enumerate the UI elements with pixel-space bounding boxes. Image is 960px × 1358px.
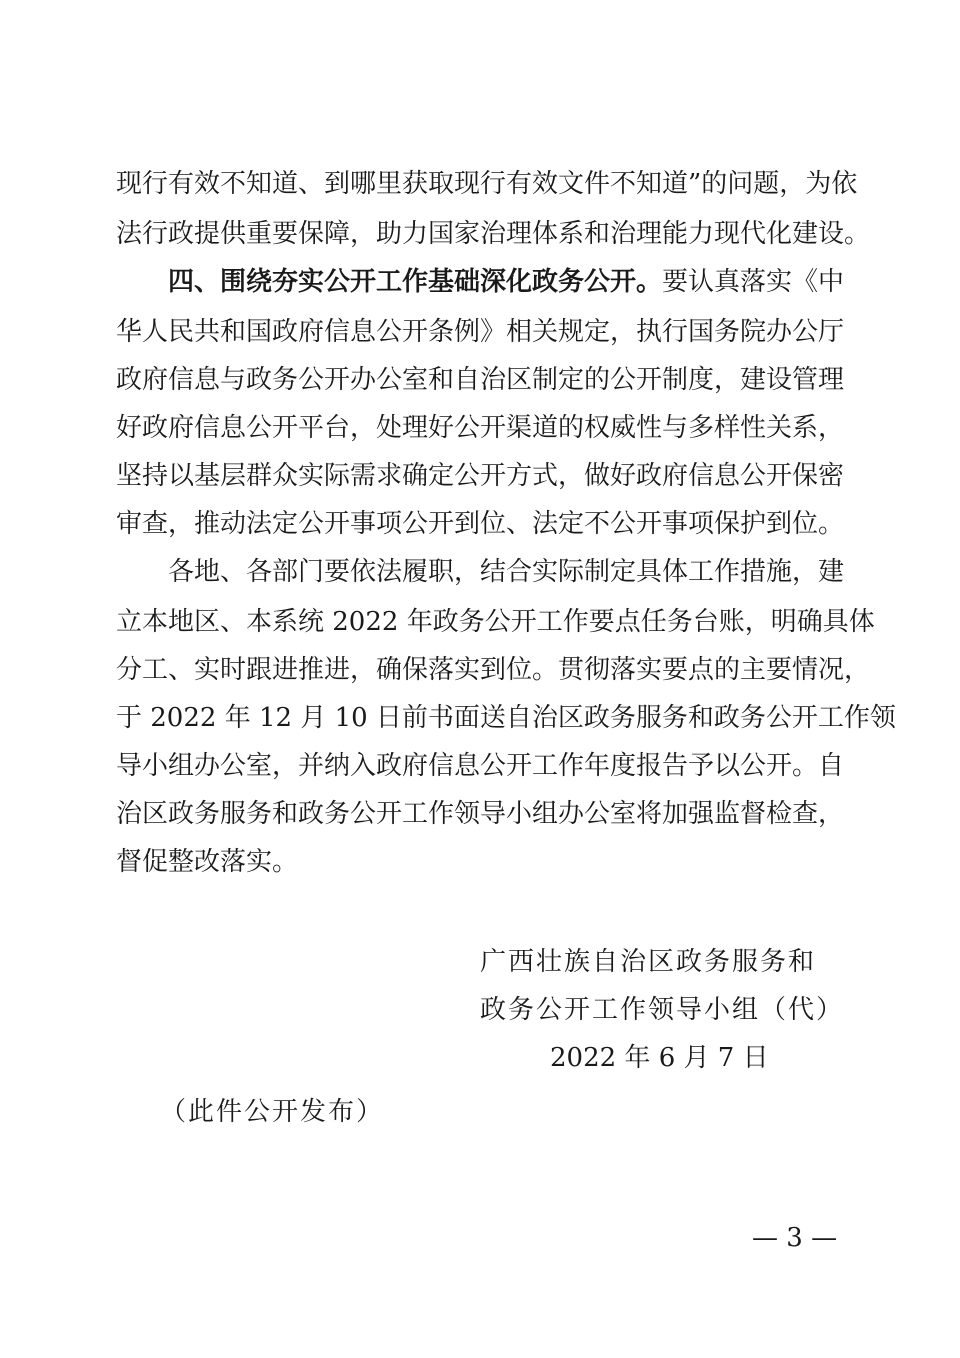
body-line: 政府信息与政务公开办公室和自治区制定的公开制度，建设管理 [116, 365, 845, 395]
signature-date: 2022 年 6 月 7 日 [550, 1043, 769, 1073]
publication-note: （此件公开发布） [160, 1097, 385, 1127]
signature-org-line2: 政务公开工作领导小组（代） [480, 995, 845, 1025]
body-line: 导小组办公室，并纳入政府信息公开工作年度报告予以公开。自 [116, 751, 845, 781]
body-line: 立本地区、本系统 2022 年政务公开工作要点任务台账，明确具体 [116, 607, 875, 637]
body-line: 分工、实时跟进推进，确保落实到位。贯彻落实要点的主要情况， [116, 655, 871, 685]
body-line: 督促整改落实。 [116, 847, 299, 877]
section-four-line1-rest: 要认真落实《中 [662, 267, 845, 297]
page-number: — 3 — [752, 1223, 838, 1253]
section-four-heading: 四、围绕夯实公开工作基础深化政务公开。 [168, 267, 663, 297]
body-line: 法行政提供重要保障，助力国家治理体系和治理能力现代化建设。 [116, 219, 871, 249]
body-line: 华人民共和国政府信息公开条例》相关规定，执行国务院办公厅 [116, 317, 845, 347]
body-line: 坚持以基层群众实际需求确定公开方式，做好政府信息公开保密 [116, 461, 845, 491]
body-line: 治区政务服务和政务公开工作领导小组办公室将加强监督检查， [116, 799, 845, 829]
body-line: 于 2022 年 12 月 10 日前书面送自治区政务服务和政务公开工作领 [116, 703, 896, 733]
body-line: 各地、各部门要依法履职，结合实际制定具体工作措施，建 [168, 557, 845, 587]
section-four-first-line [168, 264, 845, 300]
body-line: 好政府信息公开平台，处理好公开渠道的权威性与多样性关系， [116, 413, 845, 443]
body-line: 现行有效不知道、到哪里获取现行有效文件不知道”的问题，为依 [116, 169, 858, 199]
body-line: 审查，推动法定公开事项公开到位、法定不公开事项保护到位。 [116, 509, 845, 539]
signature-org-line1: 广西壮族自治区政务服务和 [480, 947, 817, 977]
